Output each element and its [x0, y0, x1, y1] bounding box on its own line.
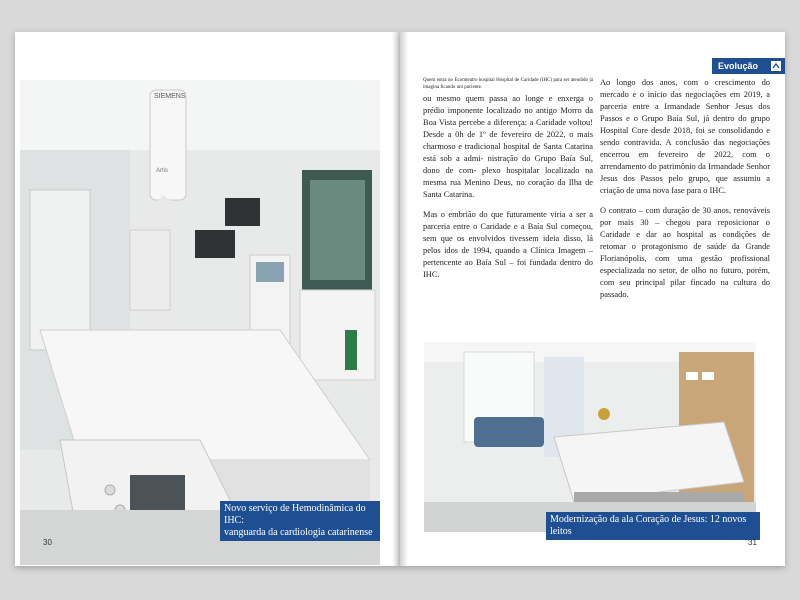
- arrows-icon: [771, 61, 781, 71]
- column-2-paragraph-1: Ao longo dos anos, com o crescimento do mercado e o início das negociações em 2019, a parceria entre a Irmandade Senhor Jesus dos Passos e o Grupo Baía Sul, já dentro do grupo Hospital Core desde 2018, foi se consolidando e sendo contravida. A conclusão das negociações encerrou em fevereiro de 2022, com o arrendamento do patrimônio da Irmandade Senhor Jesus dos Passos pelo grupo, que assumiu a criação de uma nova fase para o IHC.: [600, 78, 770, 195]
- section-tag-label: Evolução: [718, 61, 759, 71]
- left-page-number: 30: [43, 538, 52, 547]
- section-tag: [712, 58, 785, 74]
- right-page: [400, 32, 785, 566]
- column-1-small-lead: Quem entra no Ecomteatro hospital Hospital de Caridade (IHC) para ser atendido já imagina ficando um paciente.: [423, 78, 593, 90]
- hemodynamics-room-illustration: [20, 80, 380, 565]
- column-1-paragraph-1: ou mesmo quem passa ao longe e enxerga o prédio imponente localizado no antigo Morro da Boa Vista percebe a diferença: a Caridade voltou! Desde a 0h de 1º de fevereiro de 2022, o mais charmoso e tradicional hospital de Santa Catarina está sob a admi- nistração do Grupo Baía Sul, dono de com- plexo hospitalar localizado na mesma rua Menino Deus, no coração da Ilha de Santa Catarina.: [423, 94, 593, 199]
- right-photo-caption: Modernização da ala Coração de Jesus: 12 novos leitos: [546, 512, 760, 540]
- left-caption-line1: Novo serviço de Hemodinâmica do IHC:: [224, 503, 366, 526]
- hospital-room-illustration: [424, 342, 756, 532]
- left-photo-caption: [220, 501, 380, 541]
- text-column-2: [600, 77, 770, 309]
- column-1-paragraph-2: Mas o embrião do que futuramente viria a ser a parceria entre o Caridade e a Baía Sul começou, sem que os envolvidos tivessem ideia disso, lá pelos idos de 1994, quando a Clínica Imagem – pertencente ao Baía Sul – foi fundada dentro do IHC.: [423, 210, 593, 279]
- left-caption-line2: vanguarda da cardiologia catarinense: [224, 527, 373, 538]
- artis-device-text: Artis: [156, 168, 168, 174]
- column-2-paragraph-2: O contrato – com duração de 30 anos, renováveis por mais 30 – chegou para reposicionar o Caridade e dar ao hospital as condições de retomar o protagonismo de saúde da Grande Florianópolis, com uma gestão profissional especializada no setor, de olho no futuro, porém, com seu principal pilar fincado na cultura do passado.: [600, 206, 770, 299]
- left-page: [15, 32, 400, 566]
- hemodynamics-room-photo: [20, 80, 380, 565]
- right-page-number: 31: [748, 538, 757, 547]
- siemens-brand-text: SIEMENS: [154, 93, 186, 100]
- hospital-room-photo: [424, 342, 756, 532]
- text-column-1: [423, 77, 593, 289]
